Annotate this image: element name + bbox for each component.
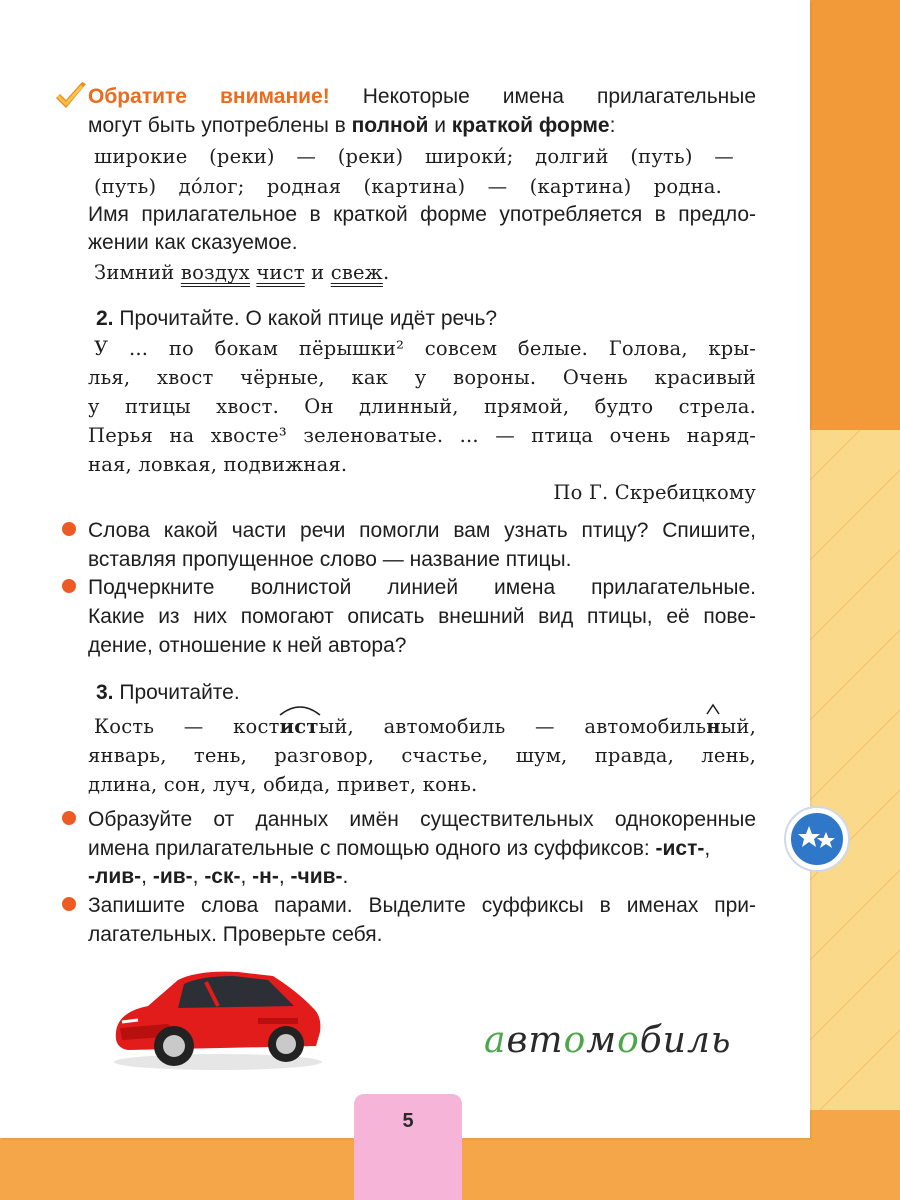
question-text: Подчеркните волнистой линией имена прилагательные.	[88, 576, 756, 599]
rule-line-1: Имя прилагательное в краткой форме употребляется в предло-	[88, 203, 756, 226]
page-number: 5	[354, 1094, 462, 1200]
note-text: :	[609, 114, 616, 137]
ex2-text-line-4: Перья на хвосте³ зеленоватые. ... — птица очень наряд-	[88, 424, 756, 447]
word-text: Кость — кост	[94, 715, 280, 738]
suffix-ist	[280, 715, 319, 738]
suffix-arc-icon	[278, 703, 322, 717]
stars-icon[interactable]	[786, 808, 848, 870]
bullet-icon	[62, 579, 76, 593]
question-text: Образуйте от данных имён существительных однокоренные	[88, 808, 756, 831]
ex3-words-line-3: длина, сон, луч, обида, привет, конь.	[88, 773, 478, 796]
sentence-word: Зимний	[94, 261, 181, 284]
ex2-question-1-line-2: вставляя пропущенное слово — название птицы.	[88, 548, 572, 571]
exercise-task: Прочитайте.	[113, 681, 240, 704]
ex3-question-1-line-1	[62, 805, 756, 834]
bullet-icon	[62, 811, 76, 825]
question-text: Запишите слова парами. Выделите суффиксы в именах при-	[88, 894, 756, 917]
ex2-question-1-line-1	[62, 516, 756, 545]
note-example-2: (путь) до́лог; родная (картина) — (картина) родна.	[94, 175, 722, 198]
cursive-letter: о	[617, 1020, 640, 1061]
bullet-icon	[62, 522, 76, 536]
checkmark-icon	[52, 80, 88, 112]
subject-word: воздух	[180, 261, 250, 284]
suffix-caret-icon	[706, 703, 720, 715]
word-text: ый, автомобиль — автомобиль	[318, 715, 707, 738]
ex2-question-2-line-2: Какие из них помогают описать внешний вид птицы, её пове-	[88, 605, 756, 628]
suffix-option: -н-	[252, 865, 279, 888]
suffix-option: -ск-	[204, 865, 241, 888]
ex3-question-2-line-1	[62, 891, 756, 920]
cursive-letter: биль	[639, 1020, 732, 1061]
bullet-icon	[62, 897, 76, 911]
example-sentence	[94, 258, 762, 287]
note-line-2	[88, 111, 756, 140]
exercise-3-heading	[96, 678, 764, 707]
exercise-number: 2.	[96, 307, 114, 330]
exercise-number: 3.	[96, 681, 114, 704]
note-bold: полной	[351, 114, 429, 137]
question-text: Слова какой части речи помогли вам узнать птицу? Спишите,	[88, 519, 756, 542]
ex2-text-line-2: лья, хвост чёрные, как у вороны. Очень красивый	[88, 366, 756, 389]
ex2-text-line-5: ная, ловкая, подвижная.	[88, 453, 348, 476]
stars-icon-glyph	[797, 822, 837, 856]
suffix-option: -лив-	[88, 865, 142, 888]
note-text: Некоторые имена прилагательные	[329, 85, 757, 108]
suffix-option: -ив-	[152, 865, 193, 888]
exercise-task: Прочитайте. О какой птице идёт речь?	[113, 307, 498, 330]
note-bold: краткой форме	[451, 114, 610, 137]
cursive-word	[484, 1020, 731, 1061]
note-label: Обратите внимание!	[88, 85, 330, 108]
suffix-n	[706, 715, 720, 738]
ex3-words-line-1	[94, 712, 756, 741]
cursive-letter: м	[586, 1020, 618, 1061]
question-punct: ,	[704, 837, 711, 860]
predicate-word: чист	[256, 261, 305, 284]
exercise-2-heading	[96, 304, 764, 333]
note-line-1	[88, 82, 756, 111]
rule-line-2: жении как сказуемое.	[88, 231, 298, 254]
word-text: ый,	[720, 715, 756, 738]
note-text: и	[428, 114, 452, 137]
ex2-author: По Г. Скребицкому	[553, 481, 756, 504]
ex2-question-2-line-1	[62, 573, 756, 602]
ex2-question-2-line-3: дение, отношение к ней автора?	[88, 634, 407, 657]
suffix-option: -чив-	[290, 865, 343, 888]
ex3-question-2-line-2: лагательных. Проверьте себя.	[88, 923, 383, 946]
car-illustration	[108, 962, 324, 1074]
ex3-words-line-2: январь, тень, разговор, счастье, шум, правда, лень,	[88, 744, 756, 767]
suffix-option: -ист-	[655, 837, 705, 860]
note-text: могут быть употреблены в	[88, 114, 352, 137]
cursive-letter: вт	[506, 1020, 564, 1061]
predicate-word: свеж	[330, 261, 383, 284]
ex3-suffix-list: -лив-, -ив-, -ск-, -н-, -чив-.	[88, 865, 349, 888]
ex2-text-line-3: у птицы хвост. Он длинный, прямой, будто стрела.	[88, 395, 756, 418]
sentence-word: и	[304, 261, 331, 284]
note-example-1: широкие (реки) — (реки) широки́; долгий (путь) —	[94, 145, 734, 168]
suffix-text: н	[706, 715, 721, 738]
sentence-punct: .	[382, 261, 390, 284]
suffix-text: ист	[279, 715, 319, 738]
question-text: имена прилагательные с помощью одного из суффиксов:	[88, 837, 656, 860]
cursive-letter: а	[484, 1020, 507, 1061]
cursive-letter: о	[563, 1020, 587, 1061]
ex3-question-1-line-2	[88, 834, 768, 863]
ex2-text-line-1: У ... по бокам пёрышки² совсем белые. Голова, кры-	[94, 337, 756, 360]
